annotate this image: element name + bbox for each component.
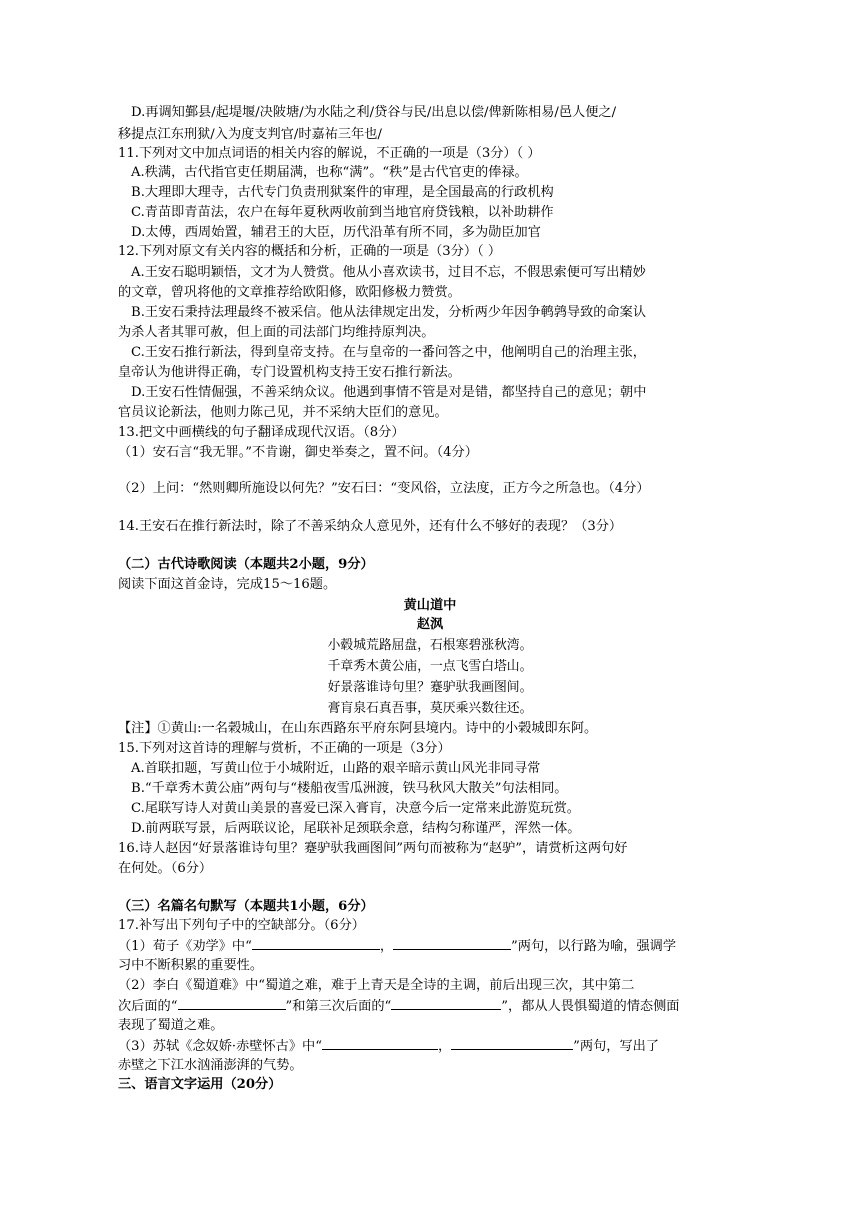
section-recitation-heading: （三）名篇名句默写（本题共1小题，6分） [118, 899, 374, 914]
question-16-line1: 16.诗人赵因“好景落谁诗句里？蹇驴驮我画图间”两句而被称为“赵驴”，请赏析这两句好 [118, 841, 628, 856]
question-17-part-3-prefix: （3）苏轼《念奴娇·赤壁怀古》中“ [118, 1039, 322, 1054]
fill-blank-4[interactable] [391, 997, 501, 1010]
question-17-part-3-line2: 赤壁之下江水汹涌澎湃的气势。 [118, 1058, 303, 1073]
question-15-option-a: A.首联扣题，写黄山位于小城附近，山路的艰辛暗示黄山风光非同寻常 [131, 761, 541, 776]
question-12: 12.下列对原文有关内容的概括和分析，正确的一项是（3分）（ ） [118, 244, 502, 259]
question-13-part-1: （1）安石言“我无罪。”不肯谢，御史举奏之，置不问。（4分） [118, 445, 478, 460]
section-language-heading: 三、语言文字运用（20分） [118, 1077, 282, 1092]
question-17-part-3-suffix: ”两句，写出了 [573, 1039, 660, 1054]
poem-line-1: 小毂城荒路屈盘，石根寒碧涨秋湾。 [327, 638, 533, 653]
option-10-d-line1: D.再调知鄞县/起堤堰/决陂塘/为水陆之利/贷谷与民/出息以偿/俾新陈相易/邑人便之/ [131, 105, 617, 120]
question-16-line2: 在何处。（6分） [118, 861, 213, 876]
question-17-part-3-comma: ， [437, 1039, 452, 1054]
fill-blank-5[interactable] [322, 1037, 438, 1050]
fill-blank-6[interactable] [451, 1037, 573, 1050]
question-13-part-2: （2）上问：“然则卿所施设以何先？”安石曰：“变风俗，立法度，正方今之所急也。（4分） [118, 481, 650, 496]
option-10-d-line2: 移提点江东刑狱/入为度支判官/时嘉祐三年也/ [118, 127, 382, 142]
question-15: 15.下列对这首诗的理解与赏析，不正确的一项是（3分） [118, 741, 451, 756]
question-13: 13.把文中画横线的句子翻译成现代汉语。（8分） [118, 425, 405, 440]
question-11-option-a: A.秩满，古代指官吏任期届满，也称“满”。“秩”是古代官吏的俸禄。 [131, 165, 528, 180]
section-poetry-heading: （二）古代诗歌阅读（本题共2小题，9分） [118, 557, 374, 572]
question-17-part-1-line1 [118, 937, 676, 956]
question-17-part-1-suffix: ”两句，以行路为喻，强调学 [511, 939, 677, 954]
question-14: 14.王安石在推行新法时，除了不善采纳众人意见外，还有什么不够好的表现？（3分） [118, 519, 623, 534]
question-12-option-a-line2: 的文章，曾巩将他的文章推荐给欧阳修，欧阳修极力赞赏。 [118, 285, 461, 300]
question-17-part-1-prefix: （1）荀子《劝学》中“ [118, 939, 252, 954]
fill-blank-1[interactable] [252, 937, 380, 950]
question-11: 11.下列对文中加点词语的相关内容的解说，不正确的一项是（3分）（ ） [118, 146, 541, 161]
question-12-option-b-line2: 为杀人者其罪可赦，但上面的司法部门均维持原判决。 [118, 325, 435, 340]
question-15-option-d: D.前两联写景，后两联议论，尾联补足颈联余意，结构匀称谨严，浑然一体。 [131, 821, 581, 836]
question-12-option-d-line2: 官员议论新法，他则力陈己见，并不采纳大臣们的意见。 [118, 405, 448, 420]
poetry-instruction: 阅读下面这首金诗，完成15～16题。 [118, 577, 337, 592]
question-17-part-2-line1: （2）李白《蜀道难》中“蜀道之难，难于上青天是全诗的主调，前后出现三次，其中第二 [118, 978, 635, 993]
question-17: 17.补写出下列句子中的空缺部分。（6分） [118, 918, 365, 933]
question-12-option-d-line1: D.王安石性情倔强，不善采纳众议。他遇到事情不管是对是错，都坚持自己的意见；朝中 [131, 385, 647, 400]
question-11-option-c: C.青苗即青苗法，农户在每年夏秋两收前到当地官府贷钱粮，以补助耕作 [131, 205, 554, 220]
poem-title: 黄山道中 [403, 598, 457, 613]
question-17-part-2-middle: ”和第三次后面的“ [285, 999, 392, 1014]
poem-author: 赵沨 [416, 617, 444, 632]
question-17-part-1-comma: ， [379, 939, 394, 954]
question-12-option-c-line2: 皇帝认为他讲得正确，专门设置机构支持王安石推行新法。 [118, 365, 461, 380]
question-11-option-d: D.太傅，西周始置，辅君王的大臣，历代沿革有所不同，多为勋臣加官 [131, 225, 541, 240]
question-15-option-b: B.“千章秀木黄公庙”两句与“楼船夜雪瓜洲渡，铁马秋风大散关”句法相同。 [131, 781, 568, 796]
fill-blank-3[interactable] [178, 997, 286, 1010]
poem-line-3: 好景落谁诗句里？蹇驴驮我画图间。 [327, 680, 533, 695]
question-15-option-c: C.尾联写诗人对黄山美景的喜爱已深入膏肓，决意今后一定常来此游览玩赏。 [131, 801, 580, 816]
question-17-part-2-suffix: ”，都从人畏惧蜀道的情态侧面 [501, 999, 680, 1014]
fill-blank-2[interactable] [393, 937, 511, 950]
question-12-option-c-line1: C.王安石推行新法，得到皇帝支持。在与皇帝的一番问答之中，他阐明自己的治理主张， [131, 345, 646, 360]
question-12-option-b-line1: B.王安石秉持法理最终不被采信。他从法律规定出发，分析两少年因争鹌鹑导致的命案认 [131, 305, 647, 320]
poem-note: 【注】①黄山:一名榖城山，在山东西路东平府东阿县境内。诗中的小榖城即东阿。 [118, 721, 598, 736]
poem-line-2: 千章秀木黄公庙，一点飞雪白塔山。 [327, 659, 533, 674]
question-17-part-1-line2: 习中不断积累的重要性。 [118, 958, 264, 973]
poem-line-4: 膏肓泉石真吾事，莫厌乘兴数往还。 [327, 701, 533, 716]
question-17-part-2-line2 [118, 997, 679, 1016]
question-11-option-b: B.大理即大理寺，古代专门负责刑狱案件的审理，是全国最高的行政机构 [131, 185, 554, 200]
question-12-option-a-line1: A.王安石聪明颖悟，文才为人赞赏。他从小喜欢读书，过目不忘，不假思索便可写出精妙 [131, 265, 646, 280]
question-17-part-3-line1 [118, 1037, 659, 1056]
question-17-part-2-prefix: 次后面的“ [118, 999, 178, 1014]
question-17-part-2-line3: 表现了蜀道之难。 [118, 1018, 224, 1033]
